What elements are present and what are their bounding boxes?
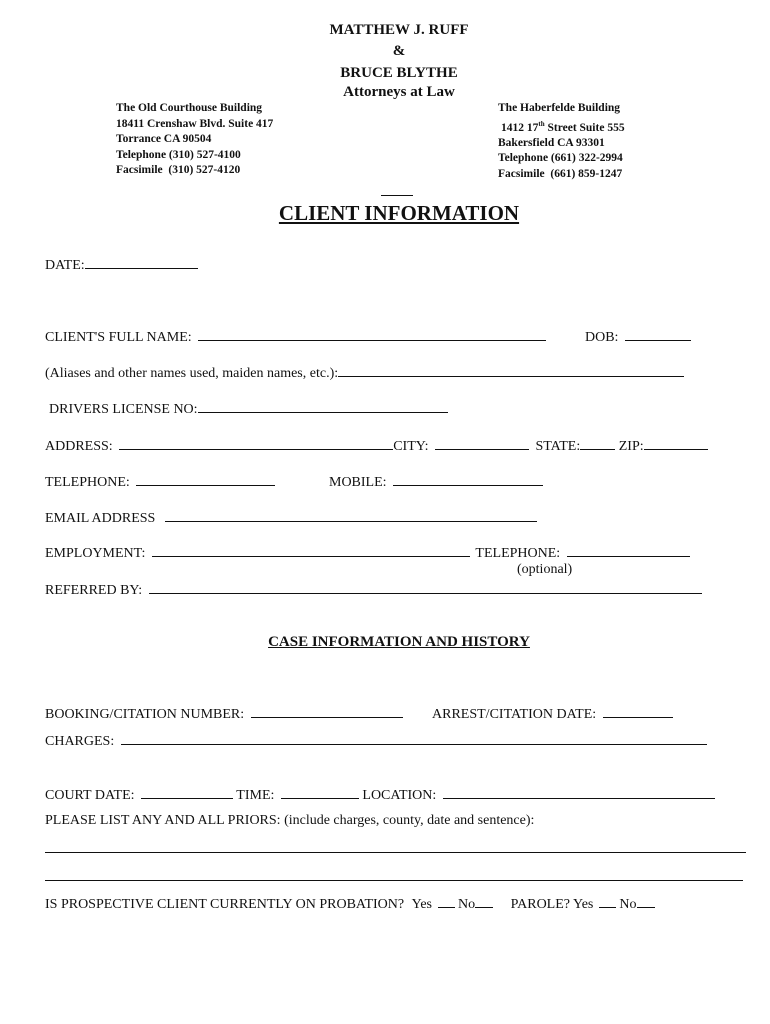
left-office-fax: Facsimile (310) 527-4120 <box>116 164 241 176</box>
firm-tagline: Attorneys at Law <box>343 84 455 100</box>
location-field[interactable] <box>443 785 715 799</box>
probation-no-label: No <box>458 897 476 912</box>
location-label: LOCATION: <box>362 788 437 803</box>
optional-note: (optional) <box>517 562 573 577</box>
arrest-date-row <box>432 704 673 723</box>
right-office-building: The Haberfelde Building <box>498 102 621 114</box>
charges-label: CHARGES: <box>45 734 115 749</box>
firm-ampersand: & <box>392 43 406 59</box>
title-separator <box>381 195 413 196</box>
drivers-license-row <box>49 399 448 418</box>
right-office-city: Bakersfield CA 93301 <box>498 136 605 149</box>
full-name-row <box>45 327 546 346</box>
dob-row <box>585 327 691 346</box>
right-office-address <box>498 101 625 182</box>
charges-field[interactable] <box>121 731 707 745</box>
aliases-row <box>45 363 684 382</box>
telephone-label: TELEPHONE: <box>45 475 130 490</box>
address-field[interactable] <box>119 436 393 450</box>
telephone-field[interactable] <box>136 472 275 486</box>
arrest-date-label: ARREST/CITATION DATE: <box>432 707 597 722</box>
form-title: CLIENT INFORMATION <box>278 201 520 225</box>
right-office-street <box>498 117 625 136</box>
aliases-field[interactable] <box>338 363 684 377</box>
full-name-label: CLIENT'S FULL NAME: <box>45 330 192 345</box>
telephone-row <box>45 472 275 491</box>
priors-line-1[interactable] <box>45 852 746 853</box>
left-office-building: The Old Courthouse Building <box>116 102 263 114</box>
mobile-label: MOBILE: <box>329 475 387 490</box>
left-office-phone: Telephone (310) 527-4100 <box>116 148 241 161</box>
date-label: DATE: <box>45 258 85 273</box>
parole-yes-label: Yes <box>573 897 594 912</box>
employment-telephone-field[interactable] <box>567 543 690 557</box>
probation-label: IS PROSPECTIVE CLIENT CURRENTLY ON PROBATION? <box>45 897 405 912</box>
city-label: CITY: <box>393 439 429 454</box>
mobile-field[interactable] <box>393 472 543 486</box>
court-date-field[interactable] <box>141 785 233 799</box>
left-office-address <box>116 101 273 179</box>
dob-label: DOB: <box>585 330 619 345</box>
dob-field[interactable] <box>625 327 691 341</box>
probation-row <box>45 894 655 913</box>
referred-by-row <box>45 580 702 599</box>
right-office-street-suffix: th <box>538 119 545 128</box>
court-date-row <box>45 785 715 804</box>
full-name-field[interactable] <box>198 327 546 341</box>
city-field[interactable] <box>435 436 529 450</box>
arrest-date-field[interactable] <box>603 704 673 718</box>
employment-telephone-label: TELEPHONE: <box>475 546 561 561</box>
address-row <box>45 436 708 455</box>
probation-no-field[interactable] <box>475 894 493 908</box>
priors-line-2[interactable] <box>45 880 743 881</box>
date-field[interactable] <box>85 255 198 269</box>
booking-label: BOOKING/CITATION NUMBER: <box>45 707 245 722</box>
zip-field[interactable] <box>644 436 708 450</box>
employment-row <box>45 543 690 562</box>
email-field[interactable] <box>165 508 537 522</box>
email-row <box>45 508 537 527</box>
zip-label: ZIP: <box>618 439 644 454</box>
court-date-label: COURT DATE: <box>45 788 135 803</box>
right-office-street-rest: Street Suite 555 <box>544 121 625 134</box>
probation-yes-label: Yes <box>411 897 432 912</box>
right-office-street-number: 1412 17 <box>501 121 539 134</box>
priors-label: PLEASE LIST ANY AND ALL PRIORS: (include charges, county, date and sentence): <box>45 813 535 828</box>
drivers-license-field[interactable] <box>198 399 448 413</box>
right-office-phone: Telephone (661) 322-2994 <box>498 152 623 165</box>
probation-yes-field[interactable] <box>438 894 455 908</box>
time-label: TIME: <box>236 788 275 803</box>
parole-yes-field[interactable] <box>599 894 616 908</box>
state-label: STATE: <box>535 439 581 454</box>
referred-by-label: REFERRED BY: <box>45 583 143 598</box>
left-office-street: 18411 Crenshaw Blvd. Suite 417 <box>116 117 274 130</box>
time-field[interactable] <box>281 785 359 799</box>
firm-name-1: MATTHEW J. RUFF <box>329 22 469 38</box>
case-title: CASE INFORMATION AND HISTORY <box>268 634 530 650</box>
employment-field[interactable] <box>152 543 470 557</box>
aliases-label: (Aliases and other names used, maiden names, etc.): <box>45 366 339 381</box>
right-office-fax: Facsimile (661) 859-1247 <box>498 167 623 180</box>
referred-by-field[interactable] <box>149 580 702 594</box>
parole-label: PAROLE? <box>510 897 571 912</box>
firm-name-2: BRUCE BLYTHE <box>340 65 458 81</box>
mobile-row <box>329 472 543 491</box>
address-label: ADDRESS: <box>45 439 113 454</box>
booking-row <box>45 704 403 723</box>
left-office-city: Torrance CA 90504 <box>116 133 212 145</box>
state-field[interactable] <box>580 436 615 450</box>
drivers-license-label: DRIVERS LICENSE NO: <box>49 402 198 417</box>
parole-no-field[interactable] <box>637 894 655 908</box>
employment-label: EMPLOYMENT: <box>45 546 146 561</box>
date-row <box>45 255 198 274</box>
parole-no-label: No <box>619 897 637 912</box>
email-label: EMAIL ADDRESS <box>45 511 156 526</box>
booking-field[interactable] <box>251 704 403 718</box>
charges-row <box>45 731 707 750</box>
